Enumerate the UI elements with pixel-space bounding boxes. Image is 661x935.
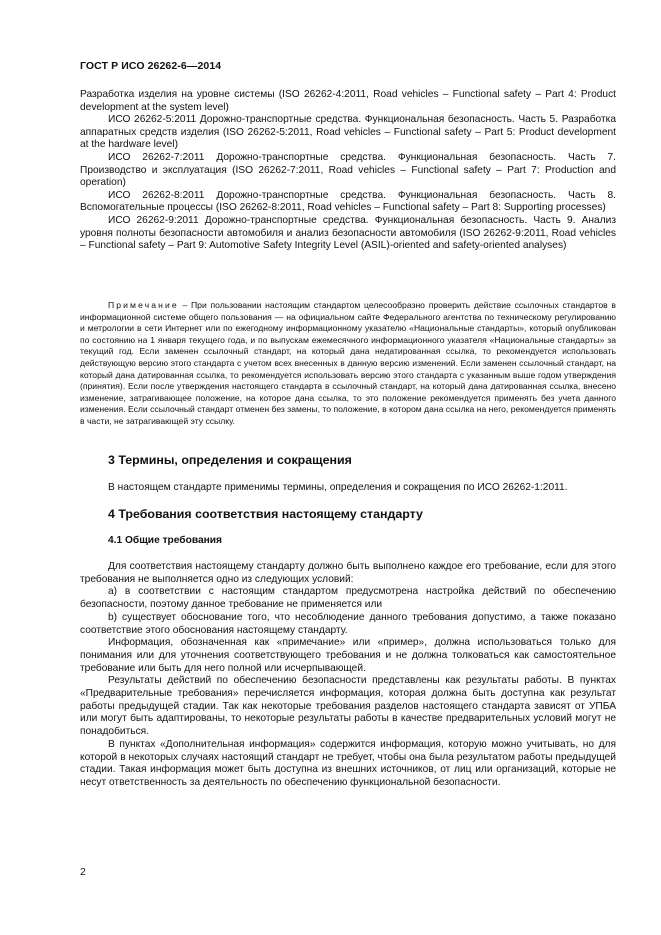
note-text: – При пользовании настоящим стандартом целесообразно проверить действие ссылочных стандартов в информационной системе общего пользования — на официальном сайте Федерального агентства по техническому регулированию и метрологии в сети Интернет или по ежегодному информационному указателю «Национальные стандарты», который опубликован по состоянию на 1 января текущего года, и по выпускам ежемесячного информационного указателя «Национальные стандарты» за текущий год. Если заменен ссылочный стандарт, на который дана недатированная ссылка, то рекомендуется использовать действующую версию этого стандарта с учетом всех внесенных в данную версию изменений. Если заменен ссылочный стандарт, на который дана датированная ссылка, то рекомендуется использовать версию этого стандарта с указанным выше годом утверждения (принятия). Если после утверждения настоящего стандарта в ссылочный стандарт, на который дана датированная ссылка, внесено изменение, затрагивающее положение, на которое дана ссылка, то это положение рекомендуется применять без учета данного изменения. Если ссылочный стандарт отменен без замены, то положение, в котором дана ссылка на него, рекомендуется применять в части, не затрагивающей эту ссылку. [80,300,616,426]
section-4-heading: 4 Требования соответствия настоящему стандарту [108,507,423,521]
reference-item: ИСО 26262-7:2011 Дорожно-транспортные средства. Функциональная безопасность. Часть 7. Производство и эксплуатация (ISO 26262-7:2011, Road vehicles – Functional safety – Part 7: Production and operation) [80,151,616,189]
section-4-body [80,561,616,790]
note-label: Примечание [108,300,179,310]
reference-item: ИСО 26262-9:2011 Дорожно-транспортные средства. Функциональная безопасность. Часть 9. Анализ уровня полноты безопасности автомобиля и анализ безопасности автомобиля (ISO 26262-9:2011, Road vehicles – Functional safety – Part 9: Automotive Safety Integrity Level (ASIL)-oriented and safety-oriented analyses) [80,214,616,252]
page-number: 2 [80,866,86,878]
body-paragraph: Для соответствия настоящему стандарту должно быть выполнено каждое его требование, если для этого требования не выполняется одно из следующих условий: [80,561,616,585]
document-header: ГОСТ Р ИСО 26262-6—2014 [80,60,222,72]
section-3-text: В настоящем стандарте применимы термины, определения и сокращения по ИСО 26262-1:2011. [108,482,568,493]
body-paragraph: Информация, обозначенная как «примечание» или «пример», должна использоваться только для понимания или для уточнения соответствующего требования и не должна толковаться как самостоятельное требование или быть для него полной или исчерпывающей. [80,637,616,674]
reference-item: ИСО 26262-5:2011 Дорожно-транспортные средства. Функциональная безопасность. Часть 5. Разработка аппаратных средств изделия (ISO 26262-5:2011, Road vehicles – Functional safety – Part 5: Product development at the hardware level) [80,114,616,151]
body-paragraph: В пунктах «Дополнительная информация» содержится информация, которую можно учитывать, но для которой в некоторых случаях настоящий стандарт не требует, чтобы она была результатом работы предыдущей стадии. Такая информация может быть доступна из внешних источников, от лиц или организаций, которые не несут ответственность за деятельность по обеспечению функциональной безопасности. [80,738,616,788]
list-item-b: b) существует обоснование того, что несоблюдение данного требования допустимо, а также показано соответствие этого обоснования настоящему стандарту. [80,611,616,636]
subsection-4-1-heading: 4.1 Общие требования [108,535,222,546]
note-block [80,300,616,428]
list-item-a: а) в соответствии с настоящим стандартом предусмотрена настройка действий по обеспечению безопасности, поэтому данное требование не применяется или [80,586,616,611]
reference-item: ИСО 26262-8:2011 Дорожно-транспортные средства. Функциональная безопасность. Часть 8. Вспомогательные процессы (ISO 26262-8:2011, Road vehicles – Functional safety – Part 8: Supporting processes) [80,189,616,214]
reference-item: Разработка изделия на уровне системы (ISO 26262-4:2011, Road vehicles – Functional safety – Part 4: Product development at the system level) [80,89,616,113]
body-paragraph: Результаты действий по обеспечению безопасности представлены как результаты работы. В пунктах «Предварительные требования» перечисляется информация, которая должна быть доступна как результат работы предыдущей стадии. Так как некоторые требования разделов настоящего стандарта зависят от УПБА или могут быть адаптированы, то некоторые результаты работы в качестве предварительных условий могут не понадобиться. [80,675,616,738]
section-3-heading: 3 Термины, определения и сокращения [108,453,352,467]
normative-references [80,89,616,253]
